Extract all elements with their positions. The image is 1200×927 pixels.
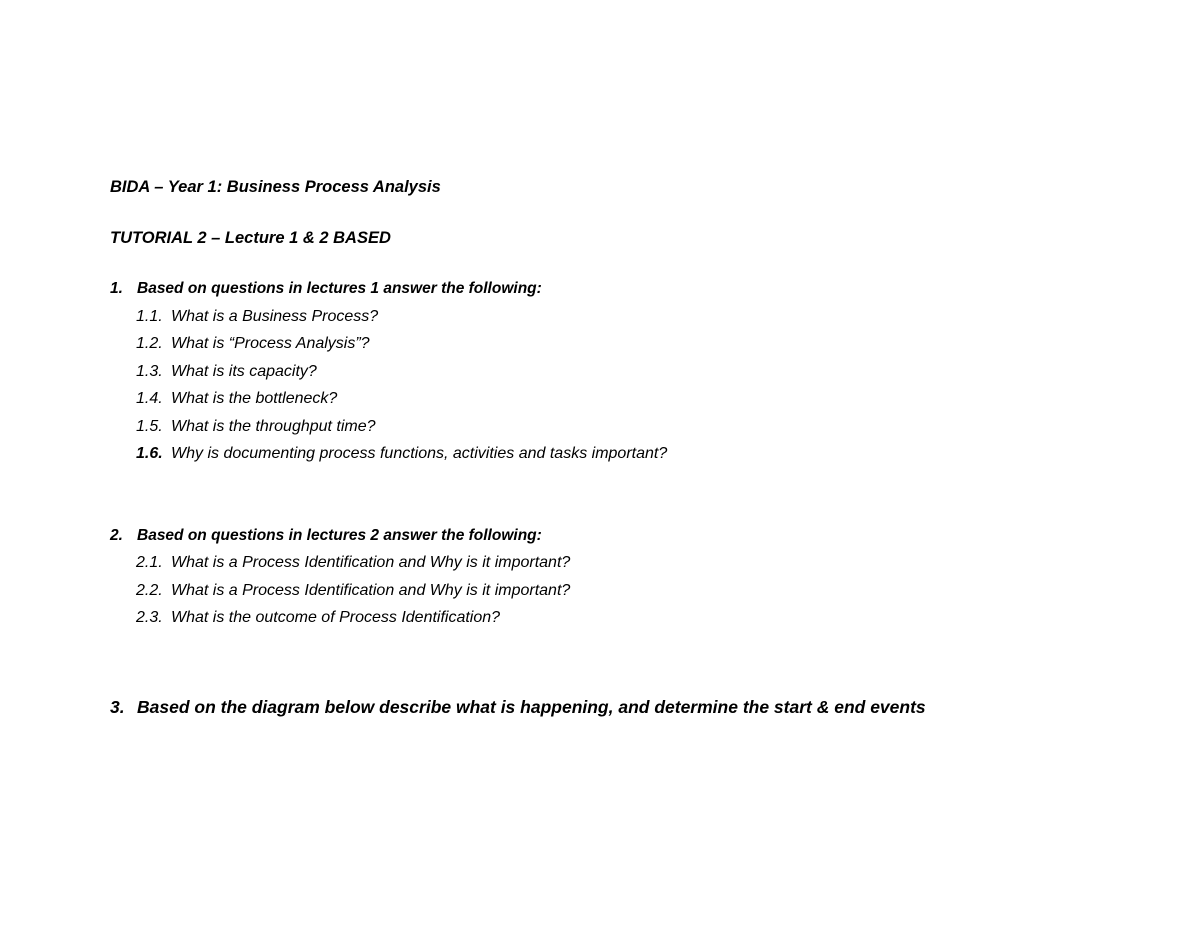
question-text: Based on the diagram below describe what is happening, and determine the start & end events <box>137 697 926 717</box>
question-text: Based on questions in lectures 1 answer the following: <box>137 280 542 297</box>
sub-question-text: Why is documenting process functions, activities and tasks important? <box>171 445 668 462</box>
sub-question-text: What is a Process Identification and Why is it important? <box>171 582 571 599</box>
sub-question-number: 1.1. <box>136 308 163 325</box>
sub-question-number: 1.2. <box>136 335 163 352</box>
question-number: 1. <box>110 280 123 297</box>
sub-question-number: 1.4. <box>136 390 163 407</box>
sub-question-number: 2.1. <box>136 554 163 571</box>
document-title: BIDA – Year 1: Business Process Analysis <box>110 178 441 196</box>
sub-question-text: What is a Business Process? <box>171 308 379 325</box>
sub-question-text: What is its capacity? <box>171 363 317 380</box>
sub-question-text: What is the bottleneck? <box>171 390 338 407</box>
sub-question-text: What is the throughput time? <box>171 418 376 435</box>
sub-question-number: 1.3. <box>136 363 163 380</box>
document-subtitle: TUTORIAL 2 – Lecture 1 & 2 BASED <box>110 229 391 247</box>
sub-question-text: What is the outcome of Process Identification? <box>171 609 501 626</box>
question-number: 3. <box>110 697 125 717</box>
question-number: 2. <box>110 527 123 544</box>
sub-question-number: 1.6. <box>136 445 163 462</box>
sub-question-text: What is a Process Identification and Why is it important? <box>171 554 571 571</box>
sub-question-number: 1.5. <box>136 418 163 435</box>
sub-question-text: What is “Process Analysis”? <box>171 335 370 352</box>
sub-question-number: 2.2. <box>136 582 163 599</box>
sub-question-number: 2.3. <box>136 609 163 626</box>
question-text: Based on questions in lectures 2 answer the following: <box>137 527 542 544</box>
